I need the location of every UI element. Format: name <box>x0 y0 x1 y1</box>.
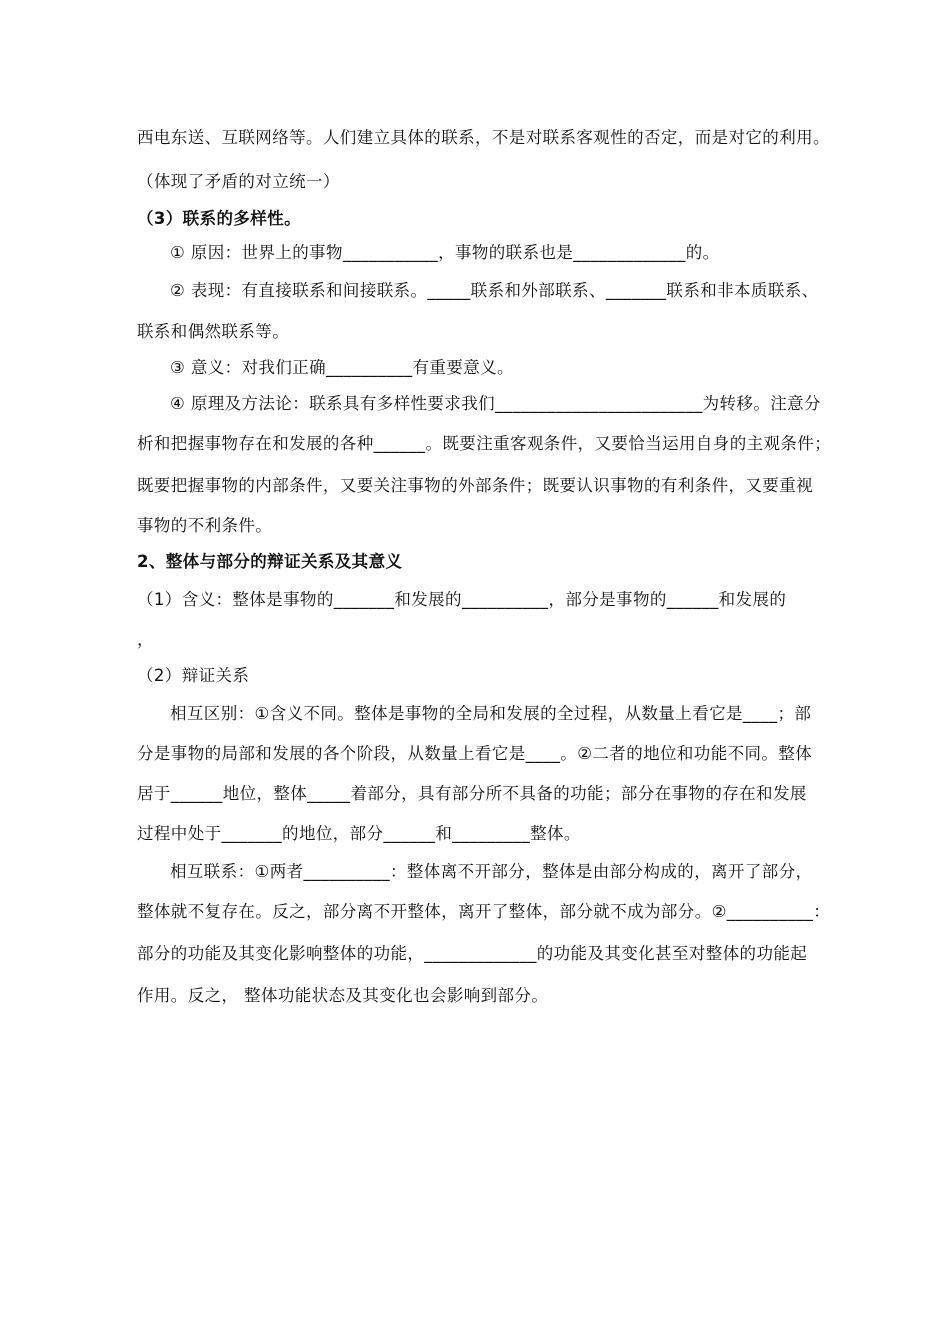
text-line-dialectic-heading: （2）辩证关系 <box>137 666 250 685</box>
text-line-principle-cont-1: 析和把握事物存在和发展的各种______。既要注重客观条件，又要恰当运用自身的主观条件； <box>137 434 832 453</box>
text-line-principle: ④ 原理及方法论：联系具有多样性要求我们________________________为转移。注意分 <box>170 394 821 413</box>
text-line-difference-cont-2: 居于______地位，整体_____着部分，具有部分所不具备的功能；部分在事物的存在和发展 <box>137 784 807 803</box>
text-line-connection-cont-2: 部分的功能及其变化影响整体的功能，_____________的功能及其变化甚至对整体的功能起 <box>137 944 808 963</box>
text-line-principle-cont-2: 既要把握事物的内部条件，又要关注事物的外部条件；既要认识事物的有利条件，又要重视 <box>137 476 813 495</box>
text-line-connection-cont-3: 作用。反之， 整体功能状态及其变化也会影响到部分。 <box>137 986 549 1005</box>
text-line-comma: ， <box>137 630 154 649</box>
text-line-manifestation-cont: 联系和偶然联系等。 <box>137 322 290 341</box>
text-line-manifestation: ② 表现：有直接联系和间接联系。_____联系和外部联系、_______联系和非本质联系、 <box>170 281 819 300</box>
text-line-difference-cont-1: 分是事物的局部和发展的各个阶段，从数量上看它是____。②二者的地位和功能不同。整体 <box>137 744 813 763</box>
text-line-difference: 相互区别：①含义不同。整体是事物的全局和发展的全过程，从数量上看它是____；部 <box>170 704 812 723</box>
text-line-meaning: （1）含义：整体是事物的_______和发展的__________，部分是事物的______和发展的 <box>137 590 787 609</box>
text-line-principle-cont-3: 事物的不利条件。 <box>137 516 273 535</box>
text-line-1: 西电东送、互联网络等。人们建立具体的联系，不是对联系客观性的否定，而是对它的利用。 <box>137 128 830 147</box>
text-line-connection-cont-1: 整体就不复存在。反之，部分离不开整体，离开了整体，部分就不成为部分。②__________： <box>137 902 831 921</box>
text-line-cause: ① 原因：世界上的事物___________，事物的联系也是_____________的。 <box>170 243 720 262</box>
text-line-connection: 相互联系：①两者__________：整体离不开部分，整体是由部分构成的，离开了部分， <box>170 862 813 881</box>
text-line-2: （体现了矛盾的对立统一） <box>137 172 340 191</box>
text-line-difference-cont-3: 过程中处于_______的地位，部分______和_________整体。 <box>137 824 581 843</box>
section-heading-3: （3）联系的多样性。 <box>137 209 301 228</box>
text-line-significance: ③ 意义：对我们正确__________有重要意义。 <box>170 358 514 377</box>
section-heading-2: 2、整体与部分的辩证关系及其意义 <box>137 552 403 571</box>
